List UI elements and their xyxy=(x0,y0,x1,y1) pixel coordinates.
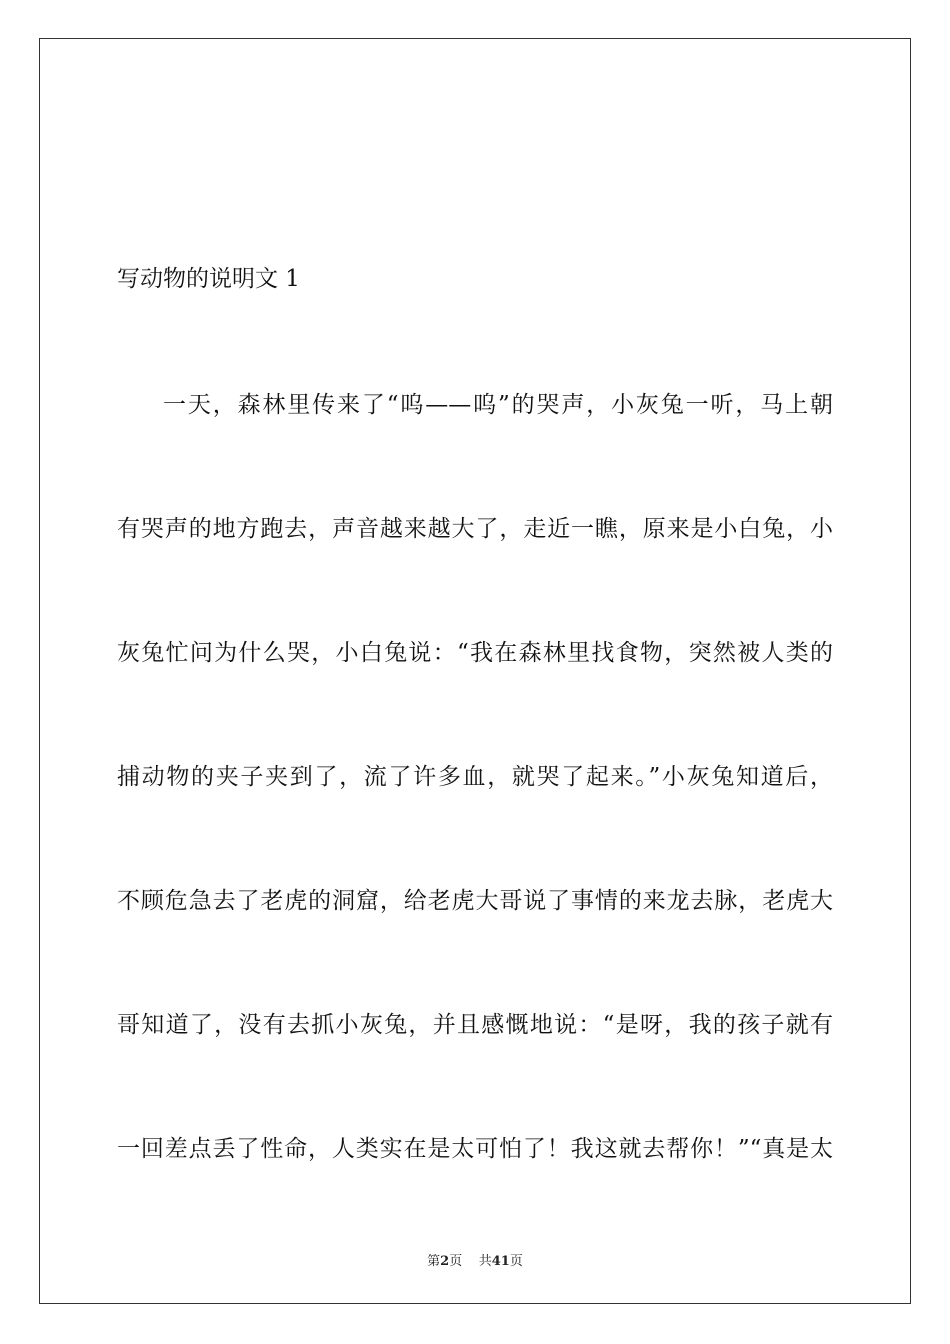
page-suffix: 页 xyxy=(449,1254,463,1269)
document-title: 写动物的说明文 1 xyxy=(117,266,300,292)
body-line-3: 灰兔忙问为什么哭，小白兔说：“我在森林里找食物，突然被人类的 xyxy=(117,640,833,666)
body-line-4: 捕动物的夹子夹到了，流了许多血，就哭了起来。”小灰兔知道后， xyxy=(117,764,833,790)
total-pages: 41 xyxy=(491,1254,510,1269)
body-line-1: 一天，森林里传来了“呜——呜”的哭声，小灰兔一听，马上朝 xyxy=(163,392,833,418)
page-prefix: 第 xyxy=(427,1254,441,1269)
page-number: 2 xyxy=(440,1254,450,1269)
body-line-5: 不顾危急去了老虎的洞窟，给老虎大哥说了事情的来龙去脉，老虎大 xyxy=(117,888,833,914)
body-line-6: 哥知道了，没有去抓小灰兔，并且感慨地说：“是呀，我的孩子就有 xyxy=(117,1012,833,1038)
body-line-7: 一回差点丢了性命，人类实在是太可怕了！我这就去帮你！”“真是太 xyxy=(117,1136,833,1162)
page-footer xyxy=(0,1250,950,1269)
total-prefix: 共 xyxy=(478,1254,492,1269)
page-border xyxy=(39,38,911,1304)
total-suffix: 页 xyxy=(509,1254,523,1269)
body-line-2: 有哭声的地方跑去，声音越来越大了，走近一瞧，原来是小白兔，小 xyxy=(117,516,833,542)
